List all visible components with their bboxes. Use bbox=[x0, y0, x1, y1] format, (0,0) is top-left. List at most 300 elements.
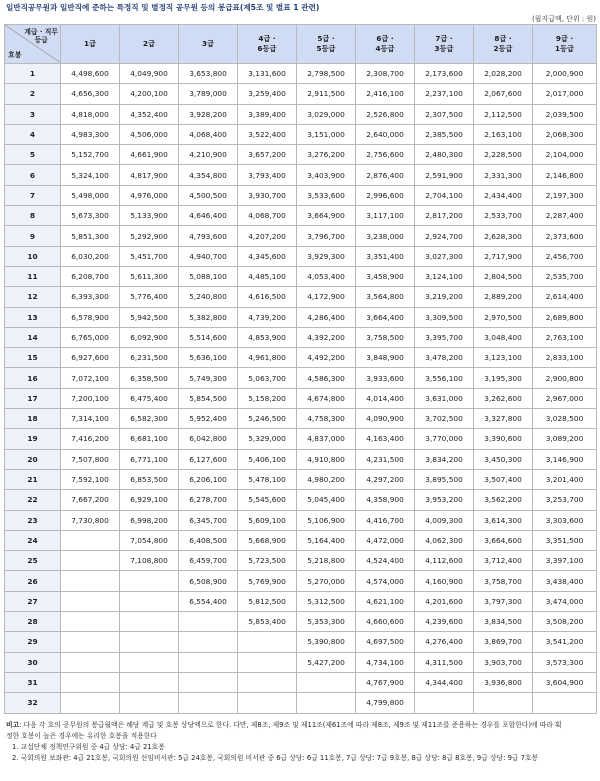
salary-cell: 5,776,400 bbox=[120, 287, 179, 307]
step-cell: 18 bbox=[5, 409, 61, 429]
salary-cell: 3,793,400 bbox=[238, 165, 297, 185]
table-row bbox=[5, 246, 597, 266]
salary-cell: 5,292,900 bbox=[120, 226, 179, 246]
salary-cell: 3,834,200 bbox=[415, 449, 474, 469]
salary-cell bbox=[179, 652, 238, 672]
table-row bbox=[5, 185, 597, 205]
grade-header-line1: 1급 bbox=[84, 39, 96, 48]
salary-cell: 4,940,700 bbox=[179, 246, 238, 266]
salary-cell: 6,393,300 bbox=[61, 287, 120, 307]
salary-cell: 5,749,300 bbox=[179, 368, 238, 388]
salary-cell: 3,758,500 bbox=[356, 327, 415, 347]
table-row bbox=[5, 490, 597, 510]
salary-cell: 4,231,500 bbox=[356, 449, 415, 469]
table-row bbox=[5, 226, 597, 246]
step-cell: 14 bbox=[5, 327, 61, 347]
salary-cell: 5,164,400 bbox=[297, 530, 356, 550]
table-row bbox=[5, 530, 597, 550]
step-cell: 11 bbox=[5, 266, 61, 286]
salary-cell: 6,508,900 bbox=[179, 571, 238, 591]
table-row bbox=[5, 145, 597, 165]
salary-cell: 3,131,600 bbox=[238, 64, 297, 84]
step-cell: 24 bbox=[5, 530, 61, 550]
salary-cell: 3,903,700 bbox=[474, 652, 533, 672]
salary-cell: 6,998,200 bbox=[120, 510, 179, 530]
salary-cell: 4,239,600 bbox=[415, 612, 474, 632]
notes-item-2: 2. 국회의원 보좌관: 4급 21호봉, 국회의원 선임비서관: 5급 24호봉, 국회의원 비서관 중 6급 상당: 6급 11호봉, 7급 상당: 7급 9호봉, 8급 상당: 8급 8호봉, 9급 상당: 9급 7호봉 bbox=[12, 754, 539, 762]
grade-header bbox=[179, 25, 238, 64]
salary-cell: 2,689,800 bbox=[533, 307, 597, 327]
corner-rank-line2: 등급 bbox=[34, 36, 48, 44]
table-row bbox=[5, 571, 597, 591]
salary-cell bbox=[120, 672, 179, 692]
salary-cell: 3,458,900 bbox=[356, 266, 415, 286]
step-cell: 31 bbox=[5, 672, 61, 692]
table-header-row bbox=[5, 25, 597, 64]
salary-cell: 5,812,500 bbox=[238, 591, 297, 611]
table-row bbox=[5, 368, 597, 388]
salary-cell: 5,246,500 bbox=[238, 409, 297, 429]
grade-header-line1: 3급 bbox=[202, 39, 214, 48]
salary-cell bbox=[120, 612, 179, 632]
table-row bbox=[5, 632, 597, 652]
salary-cell: 2,804,500 bbox=[474, 266, 533, 286]
salary-cell: 4,739,200 bbox=[238, 307, 297, 327]
notes-text-1: : 다음 각 호의 공무원의 봉급월액은 해당 계급 및 호봉 상당액으로 한다. 다만, 제8조, 제9조 및 제11조(제61조에 따라 제8조, 제9조 및 제11조를 준용하는 경우를 포함한다)에 따라 획 bbox=[19, 721, 562, 729]
salary-cell: 3,478,200 bbox=[415, 348, 474, 368]
step-cell: 27 bbox=[5, 591, 61, 611]
salary-cell: 5,382,800 bbox=[179, 307, 238, 327]
salary-cell: 4,009,300 bbox=[415, 510, 474, 530]
salary-cell: 5,668,900 bbox=[238, 530, 297, 550]
salary-cell: 3,936,800 bbox=[474, 672, 533, 692]
salary-cell: 3,895,500 bbox=[415, 469, 474, 489]
salary-cell: 3,259,400 bbox=[238, 84, 297, 104]
salary-cell: 6,582,300 bbox=[120, 409, 179, 429]
salary-cell: 2,704,100 bbox=[415, 185, 474, 205]
salary-cell: 5,324,100 bbox=[61, 165, 120, 185]
notes-label: 비고 bbox=[6, 721, 20, 729]
salary-cell: 2,307,500 bbox=[415, 104, 474, 124]
grade-header-line1: 4급 · bbox=[258, 34, 276, 43]
salary-cell: 5,636,100 bbox=[179, 348, 238, 368]
grade-header-line1: 9급 · bbox=[555, 34, 574, 43]
table-row bbox=[5, 165, 597, 185]
salary-cell: 2,146,800 bbox=[533, 165, 597, 185]
salary-cell: 2,640,000 bbox=[356, 124, 415, 144]
salary-cell: 2,000,900 bbox=[533, 64, 597, 84]
salary-cell: 6,278,700 bbox=[179, 490, 238, 510]
table-row bbox=[5, 652, 597, 672]
salary-cell: 7,730,800 bbox=[61, 510, 120, 530]
step-cell: 4 bbox=[5, 124, 61, 144]
salary-cell: 3,556,100 bbox=[415, 368, 474, 388]
salary-cell: 4,492,200 bbox=[297, 348, 356, 368]
salary-cell: 3,604,900 bbox=[533, 672, 597, 692]
salary-cell bbox=[120, 632, 179, 652]
grade-header-line2: 5등급 bbox=[316, 44, 336, 53]
salary-cell: 3,796,700 bbox=[297, 226, 356, 246]
salary-cell: 2,763,100 bbox=[533, 327, 597, 347]
salary-cell: 5,133,900 bbox=[120, 206, 179, 226]
salary-cell: 3,276,200 bbox=[297, 145, 356, 165]
salary-cell: 6,030,200 bbox=[61, 246, 120, 266]
salary-cell: 2,068,300 bbox=[533, 124, 597, 144]
salary-cell: 4,352,400 bbox=[120, 104, 179, 124]
salary-cell: 4,160,900 bbox=[415, 571, 474, 591]
salary-cell: 3,303,600 bbox=[533, 510, 597, 530]
salary-cell: 3,395,700 bbox=[415, 327, 474, 347]
step-cell: 20 bbox=[5, 449, 61, 469]
table-row bbox=[5, 266, 597, 286]
salary-cell: 3,195,300 bbox=[474, 368, 533, 388]
salary-cell: 4,297,200 bbox=[356, 469, 415, 489]
table-row bbox=[5, 327, 597, 347]
salary-cell: 3,146,900 bbox=[533, 449, 597, 469]
salary-cell: 4,818,000 bbox=[61, 104, 120, 124]
salary-cell: 3,048,400 bbox=[474, 327, 533, 347]
salary-cell bbox=[61, 551, 120, 571]
step-cell: 9 bbox=[5, 226, 61, 246]
salary-cell: 5,088,100 bbox=[179, 266, 238, 286]
table-row bbox=[5, 104, 597, 124]
step-cell: 8 bbox=[5, 206, 61, 226]
salary-cell: 2,385,500 bbox=[415, 124, 474, 144]
table-row bbox=[5, 429, 597, 449]
step-cell: 26 bbox=[5, 571, 61, 591]
table-row bbox=[5, 64, 597, 84]
step-cell: 12 bbox=[5, 287, 61, 307]
salary-cell: 4,586,300 bbox=[297, 368, 356, 388]
table-row bbox=[5, 348, 597, 368]
salary-cell: 3,758,700 bbox=[474, 571, 533, 591]
grade-header-line1: 2급 bbox=[143, 39, 155, 48]
salary-cell bbox=[179, 693, 238, 713]
salary-cell: 3,219,200 bbox=[415, 287, 474, 307]
table-row bbox=[5, 469, 597, 489]
salary-cell: 4,837,000 bbox=[297, 429, 356, 449]
salary-cell: 2,535,700 bbox=[533, 266, 597, 286]
salary-cell: 4,656,300 bbox=[61, 84, 120, 104]
salary-cell: 2,900,800 bbox=[533, 368, 597, 388]
salary-cell: 6,408,500 bbox=[179, 530, 238, 550]
salary-cell: 2,591,900 bbox=[415, 165, 474, 185]
salary-cell: 5,723,500 bbox=[238, 551, 297, 571]
salary-cell: 4,112,600 bbox=[415, 551, 474, 571]
salary-cell: 5,952,400 bbox=[179, 409, 238, 429]
salary-cell: 2,228,500 bbox=[474, 145, 533, 165]
salary-cell: 7,108,800 bbox=[120, 551, 179, 571]
salary-cell: 5,611,300 bbox=[120, 266, 179, 286]
salary-cell: 2,833,100 bbox=[533, 348, 597, 368]
table-row bbox=[5, 449, 597, 469]
salary-cell: 6,475,400 bbox=[120, 388, 179, 408]
grade-header-line1: 5급 · bbox=[317, 34, 335, 43]
salary-cell: 2,970,500 bbox=[474, 307, 533, 327]
salary-cell: 6,681,100 bbox=[120, 429, 179, 449]
salary-cell: 5,851,300 bbox=[61, 226, 120, 246]
salary-cell bbox=[61, 612, 120, 632]
table-row bbox=[5, 307, 597, 327]
salary-cell: 5,045,400 bbox=[297, 490, 356, 510]
salary-cell: 2,308,700 bbox=[356, 64, 415, 84]
salary-cell bbox=[61, 632, 120, 652]
notes-item-1: 1. 교섭단체 정책연구위원 중 4급 상당: 4급 21호봉 bbox=[12, 743, 165, 751]
salary-cell: 4,697,500 bbox=[356, 632, 415, 652]
salary-cell: 3,123,100 bbox=[474, 348, 533, 368]
grade-header-line2: 3등급 bbox=[434, 44, 454, 53]
salary-cell: 3,834,500 bbox=[474, 612, 533, 632]
salary-cell bbox=[238, 652, 297, 672]
salary-cell bbox=[179, 632, 238, 652]
salary-cell: 4,660,600 bbox=[356, 612, 415, 632]
grade-header bbox=[297, 25, 356, 64]
salary-cell: 6,771,100 bbox=[120, 449, 179, 469]
salary-cell: 2,416,100 bbox=[356, 84, 415, 104]
grade-header bbox=[356, 25, 415, 64]
salary-cell: 3,397,100 bbox=[533, 551, 597, 571]
salary-cell: 6,206,100 bbox=[179, 469, 238, 489]
table-row bbox=[5, 206, 597, 226]
salary-cell bbox=[238, 672, 297, 692]
salary-cell: 2,331,300 bbox=[474, 165, 533, 185]
salary-cell bbox=[61, 672, 120, 692]
salary-cell: 3,309,500 bbox=[415, 307, 474, 327]
salary-cell: 2,924,700 bbox=[415, 226, 474, 246]
salary-cell: 4,961,800 bbox=[238, 348, 297, 368]
table-body bbox=[5, 64, 597, 714]
salary-cell: 3,403,900 bbox=[297, 165, 356, 185]
notes-section bbox=[6, 720, 594, 764]
grade-header-line2: 6등급 bbox=[257, 44, 277, 53]
salary-cell bbox=[297, 693, 356, 713]
salary-cell: 3,238,000 bbox=[356, 226, 415, 246]
page-title: 일반직공무원과 일반직에 준하는 특정직 및 별정직 공무원 등의 봉급표(제5조 및 별표 1 관련) bbox=[6, 3, 320, 12]
salary-cell: 4,910,800 bbox=[297, 449, 356, 469]
salary-cell: 5,158,200 bbox=[238, 388, 297, 408]
salary-cell: 2,017,000 bbox=[533, 84, 597, 104]
salary-cell: 4,354,800 bbox=[179, 165, 238, 185]
salary-cell: 3,928,200 bbox=[179, 104, 238, 124]
salary-cell bbox=[179, 612, 238, 632]
step-cell: 19 bbox=[5, 429, 61, 449]
salary-cell: 7,072,100 bbox=[61, 368, 120, 388]
salary-cell: 6,208,700 bbox=[61, 266, 120, 286]
salary-cell: 2,996,600 bbox=[356, 185, 415, 205]
salary-cell: 2,889,200 bbox=[474, 287, 533, 307]
salary-cell: 4,817,900 bbox=[120, 165, 179, 185]
salary-cell: 4,172,900 bbox=[297, 287, 356, 307]
salary-cell: 2,533,700 bbox=[474, 206, 533, 226]
salary-cell: 3,351,400 bbox=[356, 246, 415, 266]
salary-cell: 2,067,600 bbox=[474, 84, 533, 104]
step-cell: 25 bbox=[5, 551, 61, 571]
salary-cell bbox=[238, 632, 297, 652]
step-cell: 22 bbox=[5, 490, 61, 510]
salary-cell: 5,478,100 bbox=[238, 469, 297, 489]
salary-cell: 3,262,600 bbox=[474, 388, 533, 408]
salary-cell: 4,311,500 bbox=[415, 652, 474, 672]
salary-cell: 3,562,200 bbox=[474, 490, 533, 510]
salary-cell: 3,789,000 bbox=[179, 84, 238, 104]
salary-cell: 2,876,400 bbox=[356, 165, 415, 185]
salary-cell: 5,673,300 bbox=[61, 206, 120, 226]
salary-cell: 4,674,800 bbox=[297, 388, 356, 408]
salary-cell: 2,163,100 bbox=[474, 124, 533, 144]
grade-header bbox=[415, 25, 474, 64]
salary-cell: 3,028,500 bbox=[533, 409, 597, 429]
salary-cell: 5,270,000 bbox=[297, 571, 356, 591]
salary-cell: 6,127,600 bbox=[179, 449, 238, 469]
grade-header bbox=[474, 25, 533, 64]
salary-cell: 3,201,400 bbox=[533, 469, 597, 489]
salary-cell: 3,797,300 bbox=[474, 591, 533, 611]
salary-cell: 4,062,300 bbox=[415, 530, 474, 550]
step-cell: 21 bbox=[5, 469, 61, 489]
salary-cell: 6,459,700 bbox=[179, 551, 238, 571]
notes-text-2: 정한 호봉이 높은 경우에는 유리한 호봉을 적용한다 bbox=[6, 732, 157, 740]
salary-cell bbox=[297, 672, 356, 692]
salary-cell: 5,312,500 bbox=[297, 591, 356, 611]
salary-cell: 4,793,600 bbox=[179, 226, 238, 246]
table-row bbox=[5, 551, 597, 571]
salary-cell bbox=[415, 693, 474, 713]
salary-cell: 2,197,300 bbox=[533, 185, 597, 205]
corner-step-label: 호봉 bbox=[8, 51, 22, 59]
salary-cell: 4,201,600 bbox=[415, 591, 474, 611]
salary-cell: 3,389,400 bbox=[238, 104, 297, 124]
header-corner-cell bbox=[5, 25, 61, 64]
salary-cell: 5,106,900 bbox=[297, 510, 356, 530]
salary-cell: 3,117,100 bbox=[356, 206, 415, 226]
table-row bbox=[5, 612, 597, 632]
grade-header bbox=[533, 25, 597, 64]
step-cell: 7 bbox=[5, 185, 61, 205]
table-row bbox=[5, 591, 597, 611]
salary-cell: 4,485,100 bbox=[238, 266, 297, 286]
salary-cell: 5,942,500 bbox=[120, 307, 179, 327]
salary-cell: 4,980,200 bbox=[297, 469, 356, 489]
salary-cell: 5,769,900 bbox=[238, 571, 297, 591]
salary-cell: 3,770,000 bbox=[415, 429, 474, 449]
salary-cell: 2,104,000 bbox=[533, 145, 597, 165]
salary-cell: 2,614,400 bbox=[533, 287, 597, 307]
salary-cell: 3,564,800 bbox=[356, 287, 415, 307]
salary-cell: 7,200,100 bbox=[61, 388, 120, 408]
grade-header-line1: 6급 · bbox=[376, 34, 394, 43]
salary-cell: 4,358,900 bbox=[356, 490, 415, 510]
grade-header-line2: 1등급 bbox=[555, 44, 574, 53]
salary-cell: 2,287,400 bbox=[533, 206, 597, 226]
salary-cell: 4,200,100 bbox=[120, 84, 179, 104]
salary-cell: 6,092,900 bbox=[120, 327, 179, 347]
salary-cell: 4,983,300 bbox=[61, 124, 120, 144]
salary-cell: 3,929,300 bbox=[297, 246, 356, 266]
corner-rank-label bbox=[24, 28, 58, 44]
salary-cell: 5,853,400 bbox=[238, 612, 297, 632]
salary-cell: 4,210,900 bbox=[179, 145, 238, 165]
grade-header-line1: 8급 · bbox=[494, 34, 512, 43]
salary-cell: 6,853,500 bbox=[120, 469, 179, 489]
salary-cell: 5,063,700 bbox=[238, 368, 297, 388]
salary-cell: 2,456,700 bbox=[533, 246, 597, 266]
salary-cell: 4,758,300 bbox=[297, 409, 356, 429]
salary-cell: 2,434,400 bbox=[474, 185, 533, 205]
salary-cell: 2,628,300 bbox=[474, 226, 533, 246]
salary-cell: 2,798,500 bbox=[297, 64, 356, 84]
salary-cell: 3,438,400 bbox=[533, 571, 597, 591]
salary-cell: 3,953,200 bbox=[415, 490, 474, 510]
step-cell: 5 bbox=[5, 145, 61, 165]
grade-header-line1: 7급 · bbox=[435, 34, 453, 43]
salary-cell: 2,817,200 bbox=[415, 206, 474, 226]
salary-cell: 5,451,700 bbox=[120, 246, 179, 266]
salary-cell bbox=[120, 571, 179, 591]
salary-cell: 4,498,600 bbox=[61, 64, 120, 84]
salary-cell: 5,498,000 bbox=[61, 185, 120, 205]
salary-cell: 2,480,300 bbox=[415, 145, 474, 165]
salary-cell: 2,967,000 bbox=[533, 388, 597, 408]
table-row bbox=[5, 84, 597, 104]
step-cell: 1 bbox=[5, 64, 61, 84]
salary-cell: 3,124,100 bbox=[415, 266, 474, 286]
salary-cell: 4,767,900 bbox=[356, 672, 415, 692]
salary-cell: 3,533,600 bbox=[297, 185, 356, 205]
salary-cell: 4,506,000 bbox=[120, 124, 179, 144]
salary-cell: 7,507,800 bbox=[61, 449, 120, 469]
salary-cell: 4,053,400 bbox=[297, 266, 356, 286]
table-row bbox=[5, 409, 597, 429]
salary-cell: 3,664,600 bbox=[474, 530, 533, 550]
salary-cell bbox=[61, 530, 120, 550]
salary-cell: 3,631,000 bbox=[415, 388, 474, 408]
salary-cell: 7,314,100 bbox=[61, 409, 120, 429]
salary-cell: 7,667,200 bbox=[61, 490, 120, 510]
salary-cell bbox=[533, 693, 597, 713]
salary-cell: 4,286,400 bbox=[297, 307, 356, 327]
salary-cell: 6,358,500 bbox=[120, 368, 179, 388]
salary-cell: 6,554,400 bbox=[179, 591, 238, 611]
step-cell: 6 bbox=[5, 165, 61, 185]
salary-cell: 7,592,100 bbox=[61, 469, 120, 489]
table-row bbox=[5, 388, 597, 408]
salary-cell: 5,218,800 bbox=[297, 551, 356, 571]
salary-cell bbox=[61, 652, 120, 672]
salary-cell: 3,614,300 bbox=[474, 510, 533, 530]
salary-cell: 3,027,300 bbox=[415, 246, 474, 266]
grade-header bbox=[120, 25, 179, 64]
salary-cell: 3,089,200 bbox=[533, 429, 597, 449]
salary-cell: 2,373,600 bbox=[533, 226, 597, 246]
salary-cell bbox=[238, 693, 297, 713]
salary-cell: 4,472,000 bbox=[356, 530, 415, 550]
salary-cell: 3,390,600 bbox=[474, 429, 533, 449]
step-cell: 32 bbox=[5, 693, 61, 713]
salary-cell: 5,406,100 bbox=[238, 449, 297, 469]
salary-cell bbox=[61, 693, 120, 713]
salary-cell: 4,014,400 bbox=[356, 388, 415, 408]
salary-cell: 3,848,900 bbox=[356, 348, 415, 368]
step-cell: 3 bbox=[5, 104, 61, 124]
salary-cell bbox=[179, 672, 238, 692]
salary-cell: 4,799,800 bbox=[356, 693, 415, 713]
step-cell: 30 bbox=[5, 652, 61, 672]
grade-header-line2: 2등급 bbox=[493, 44, 513, 53]
salary-cell: 4,276,400 bbox=[415, 632, 474, 652]
salary-cell: 4,616,500 bbox=[238, 287, 297, 307]
salary-cell: 5,427,200 bbox=[297, 652, 356, 672]
table-row bbox=[5, 672, 597, 692]
